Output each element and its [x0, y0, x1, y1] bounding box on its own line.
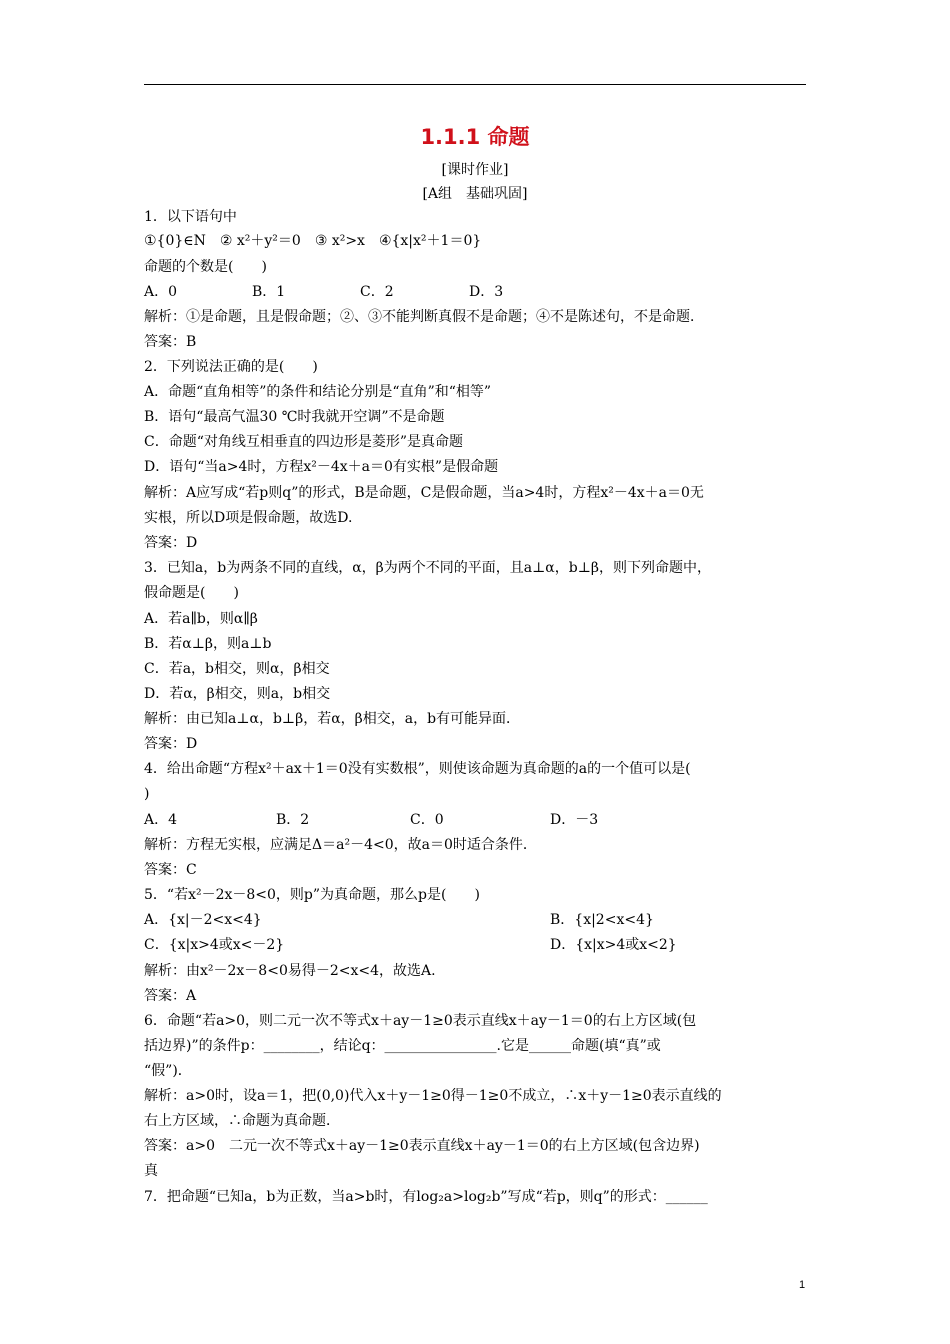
text-line: 解析：①是命题，且是假命题；②、③不能判断真假不是命题；④不是陈述句，不是命题．	[144, 309, 704, 325]
text-line: 真	[144, 1163, 158, 1179]
text-line: B．若α⊥β，则a⊥b	[144, 636, 272, 652]
option-a: A．0	[144, 284, 178, 300]
text-line: A．命题“直角相等”的条件和结论分别是“直角”和“相等”	[144, 384, 492, 400]
option-d: D．－3	[550, 812, 599, 828]
text-line: 解析：A应写成“若p则q”的形式，B是命题，C是假命题，当a>4时，方程x²－4x＋a＝0无	[144, 485, 704, 501]
text-line: C．命题“对角线互相垂直的四边形是菱形”是真命题	[144, 434, 464, 450]
text-line: 答案：a>0 二元一次不等式x＋ay－1≥0表示直线x＋ay－1＝0的右上方区域(包含边界)	[144, 1138, 700, 1154]
text-line: )	[144, 786, 150, 802]
text-line: “假”)．	[144, 1063, 192, 1079]
text-line: 1．以下语句中	[144, 209, 237, 225]
text-line: 括边界)”的条件p：________，结论q：________________.它是______命题(填“真”或	[144, 1038, 661, 1054]
text-line: 答案：D	[144, 736, 198, 752]
text-line: D．语句“当a>4时，方程x²－4x＋a＝0有实根”是假命题	[144, 459, 499, 475]
option-c: C．2	[360, 284, 394, 300]
text-line: 解析：由x²－2x－8<0易得－2<x<4，故选A.	[144, 963, 436, 979]
text-line: 7．把命题“已知a，b为正数，当a>b时，有log₂a>log₂b”写成“若p，则q”的形式：______	[144, 1189, 708, 1205]
text-line: 4．给出命题“方程x²＋ax＋1＝0没有实数根”，则使该命题为真命题的a的一个值可以是(	[144, 761, 691, 777]
header-rule	[144, 84, 806, 85]
option-c: C．{x|x>4或x<－2}	[144, 937, 285, 953]
option-b: B．2	[276, 812, 310, 828]
text-line: C．若a，b相交，则α，β相交	[144, 661, 330, 677]
text-line: 答案：D	[144, 535, 198, 551]
text-line: ①{0}∈N ② x²＋y²＝0 ③ x²>x ④{x|x²＋1＝0}	[144, 233, 482, 249]
option-b: B．1	[252, 284, 286, 300]
page-number: 1	[799, 1279, 806, 1291]
text-line: 假命题是( )	[144, 585, 239, 601]
text-line: 5．“若x²－2x－8<0，则p”为真命题，那么p是( )	[144, 887, 480, 903]
subtitle-group: [A组 基础巩固]	[422, 186, 528, 202]
text-line: 命题的个数是( )	[144, 259, 267, 275]
page-title: 1.1.1 命题	[420, 125, 530, 149]
text-line: 解析：由已知a⊥α，b⊥β，若α，β相交，a，b有可能异面．	[144, 711, 521, 727]
option-a: A．{x|－2<x<4}	[144, 912, 262, 928]
text-line: 右上方区域，∴命题为真命题．	[144, 1113, 340, 1129]
text-line: D．若α，β相交，则a，b相交	[144, 686, 331, 702]
option-d: D．{x|x>4或x<2}	[550, 937, 677, 953]
text-line: 3．已知a，b为两条不同的直线，α，β为两个不同的平面，且a⊥α，b⊥β，则下列命题中，	[144, 560, 711, 576]
subtitle-homework: [课时作业]	[441, 162, 509, 178]
option-d: D．3	[469, 284, 504, 300]
text-line: 解析：a>0时，设a＝1，把(0,0)代入x＋y－1≥0得－1≥0不成立，∴x＋y－1≥0表示直线的	[144, 1088, 722, 1104]
text-line: A．若a∥b，则α∥β	[144, 611, 258, 627]
text-line: 答案：C	[144, 862, 197, 878]
text-line: 解析：方程无实根，应满足Δ＝a²－4<0，故a＝0时适合条件．	[144, 837, 537, 853]
text-line: 答案：A	[144, 988, 197, 1004]
text-line: 答案：B	[144, 334, 197, 350]
text-line: 6．命题“若a>0，则二元一次不等式x＋ay－1≥0表示直线x＋ay－1＝0的右上方区域(包	[144, 1013, 697, 1029]
option-a: A．4	[144, 812, 178, 828]
option-c: C．0	[410, 812, 444, 828]
option-b: B．{x|2<x<4}	[550, 912, 654, 928]
text-line: 2．下列说法正确的是( )	[144, 359, 318, 375]
text-line: 实根，所以D项是假命题，故选D.	[144, 510, 353, 526]
text-line: B．语句“最高气温30 ℃时我就开空调”不是命题	[144, 409, 445, 425]
